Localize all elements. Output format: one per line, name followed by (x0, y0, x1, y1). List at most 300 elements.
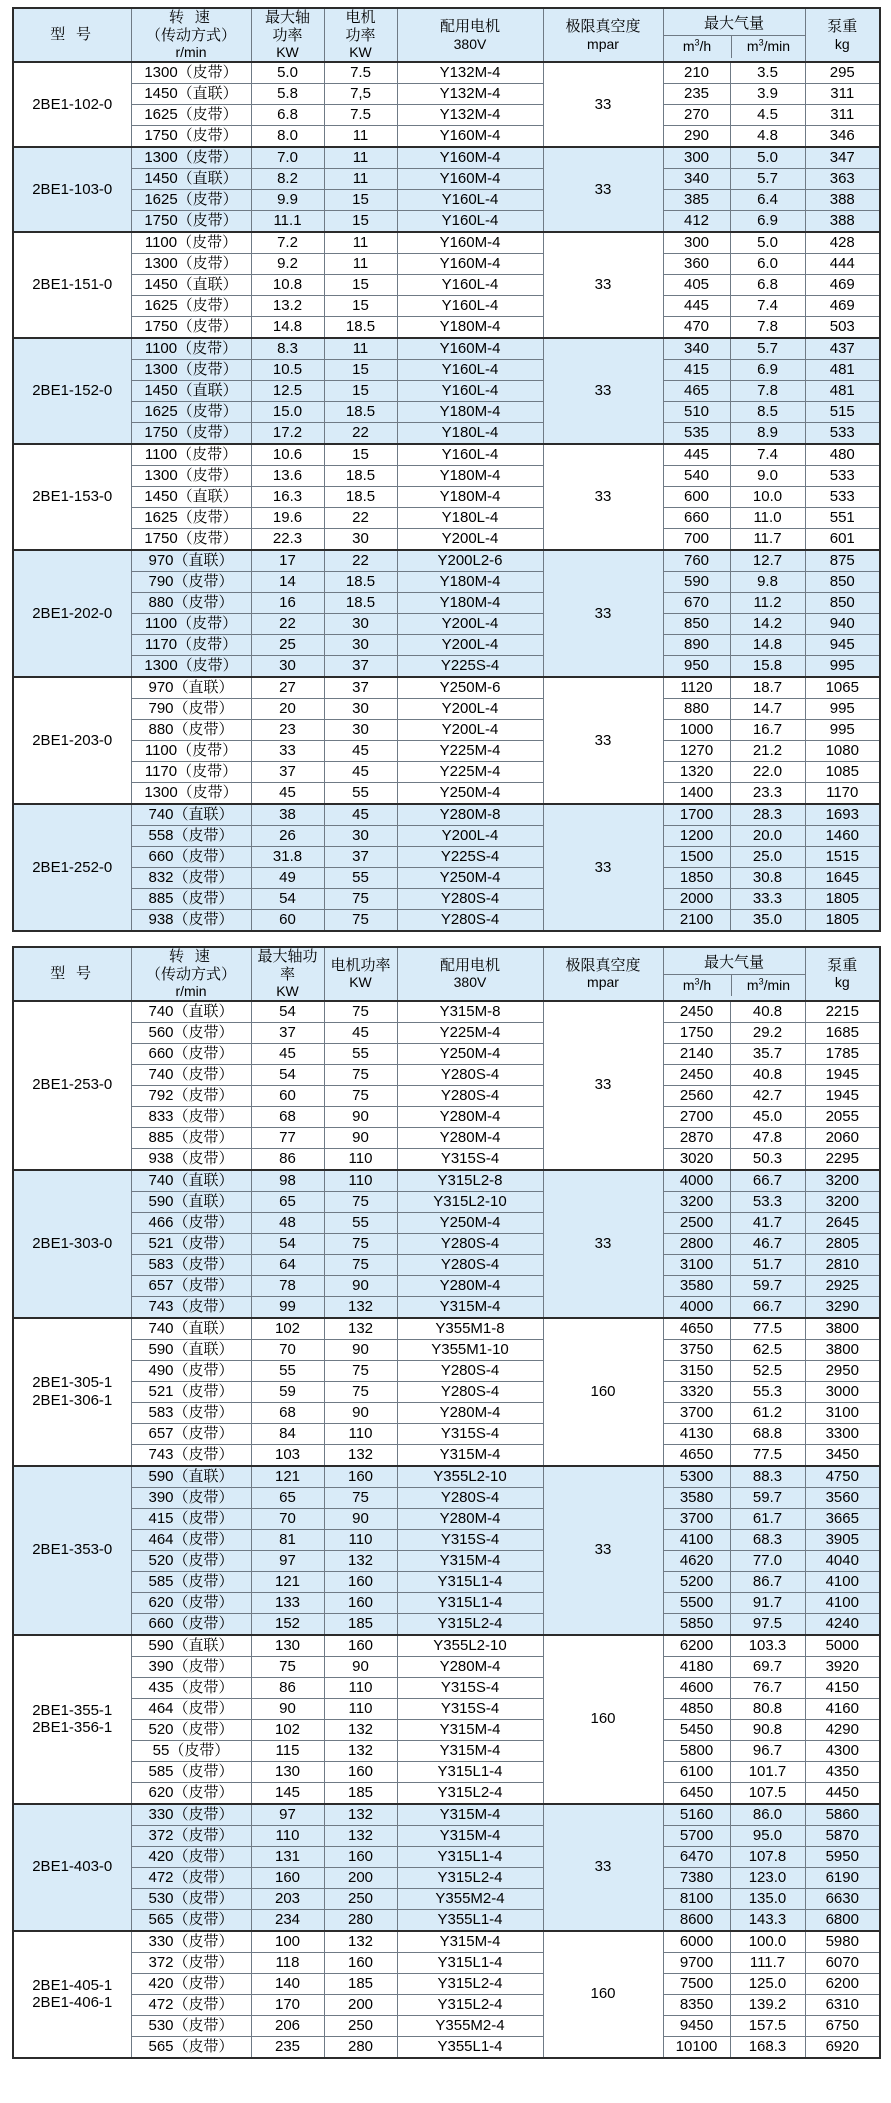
cell-shaft-power: 10.6 (251, 444, 324, 466)
cell-flow-m3h: 8350 (663, 1994, 730, 2015)
table-row (13, 571, 880, 592)
cell-shaft-power: 100 (251, 1931, 324, 1953)
table-row (13, 1254, 880, 1275)
cell-shaft-power: 102 (251, 1719, 324, 1740)
cell-vacuum: 33 (543, 677, 663, 804)
table-row (13, 1085, 880, 1106)
cell-motor-model: Y225S-4 (397, 655, 543, 677)
cell-speed: 740（皮带） (131, 1064, 251, 1085)
cell-shaft-power: 90 (251, 1698, 324, 1719)
cell-flow-m3min: 35.0 (730, 909, 805, 931)
cell-speed: 880（皮带） (131, 719, 251, 740)
cell-shaft-power: 81 (251, 1529, 324, 1550)
cell-shaft-power: 65 (251, 1487, 324, 1508)
cell-motor-model: Y280S-4 (397, 1381, 543, 1402)
cell-motor-power: 250 (324, 2015, 397, 2036)
cell-motor-power: 75 (324, 888, 397, 909)
cell-motor-model: Y160L-4 (397, 210, 543, 232)
model-name: 2BE1-203-0 (32, 731, 113, 749)
table-row (13, 316, 880, 338)
cell-flow-m3h: 950 (663, 655, 730, 677)
cell-speed: 490（皮带） (131, 1360, 251, 1381)
cell-motor-power: 18.5 (324, 486, 397, 507)
cell-shaft-power: 68 (251, 1106, 324, 1127)
col-header-flow (663, 8, 805, 62)
cell-motor-power: 185 (324, 1782, 397, 1804)
table-row (13, 1782, 880, 1804)
cell-speed: 520（皮带） (131, 1719, 251, 1740)
cell-weight: 4450 (805, 1782, 880, 1804)
cell-vacuum: 33 (543, 1170, 663, 1318)
cell-motor-power: 132 (324, 1804, 397, 1826)
col-header-speed: 转 速 （传动方式） r/min (131, 8, 251, 62)
cell-weight: 6200 (805, 1973, 880, 1994)
cell-shaft-power: 25 (251, 634, 324, 655)
cell-flow-m3min: 22.0 (730, 761, 805, 782)
cell-flow-m3h: 1750 (663, 1022, 730, 1043)
cell-motor-model: Y280M-8 (397, 804, 543, 826)
model-name: 2BE1-406-1 (32, 1994, 113, 2012)
cell-motor-power: 110 (324, 1148, 397, 1170)
cell-shaft-power: 203 (251, 1888, 324, 1909)
cell-vacuum: 33 (543, 147, 663, 232)
cell-weight: 3800 (805, 1339, 880, 1360)
cell-flow-m3h: 3700 (663, 1508, 730, 1529)
tables-container (12, 7, 879, 2059)
cell-weight: 2950 (805, 1360, 880, 1381)
cell-flow-m3h: 6450 (663, 1782, 730, 1804)
cell-flow-m3min: 139.2 (730, 1994, 805, 2015)
table-row (13, 719, 880, 740)
cell-speed: 583（皮带） (131, 1402, 251, 1423)
cell-shaft-power: 14 (251, 571, 324, 592)
cell-weight: 5000 (805, 1635, 880, 1657)
cell-shaft-power: 37 (251, 761, 324, 782)
cell-weight: 2060 (805, 1127, 880, 1148)
cell-speed: 1300（皮带） (131, 147, 251, 169)
cell-shaft-power: 10.8 (251, 274, 324, 295)
cell-flow-m3min: 61.2 (730, 1402, 805, 1423)
table-row (13, 1656, 880, 1677)
cell-speed: 1300（皮带） (131, 465, 251, 486)
cell-motor-model: Y200L2-6 (397, 550, 543, 572)
table-row (13, 634, 880, 655)
model-name: 2BE1-405-1 (32, 1976, 113, 1994)
cell-speed: 1450（直联） (131, 168, 251, 189)
cell-motor-power: 110 (324, 1677, 397, 1698)
cell-speed: 657（皮带） (131, 1423, 251, 1444)
cell-weight: 850 (805, 592, 880, 613)
table-row (13, 2036, 880, 2058)
cell-motor-model: Y160M-4 (397, 125, 543, 147)
cell-shaft-power: 9.2 (251, 253, 324, 274)
cell-weight: 1805 (805, 888, 880, 909)
table-row (13, 422, 880, 444)
table-row (13, 1698, 880, 1719)
cell-flow-m3h: 5300 (663, 1466, 730, 1488)
cell-weight: 503 (805, 316, 880, 338)
cell-flow-m3h: 4100 (663, 1529, 730, 1550)
cell-speed: 55（皮带） (131, 1740, 251, 1761)
cell-flow-m3h: 465 (663, 380, 730, 401)
cell-weight: 3920 (805, 1656, 880, 1677)
cell-motor-power: 90 (324, 1402, 397, 1423)
cell-speed: 792（皮带） (131, 1085, 251, 1106)
cell-weight: 6630 (805, 1888, 880, 1909)
cell-motor-power: 110 (324, 1529, 397, 1550)
table-row (13, 189, 880, 210)
cell-weight: 4040 (805, 1550, 880, 1571)
cell-flow-m3min: 95.0 (730, 1825, 805, 1846)
cell-motor-model: Y315S-4 (397, 1677, 543, 1698)
table-row (13, 486, 880, 507)
cell-shaft-power: 103 (251, 1444, 324, 1466)
table-row (13, 550, 880, 572)
cell-flow-m3min: 7.4 (730, 444, 805, 466)
cell-weight: 3200 (805, 1170, 880, 1192)
model-name: 2BE1-355-1 (32, 1701, 113, 1719)
cell-weight: 1645 (805, 867, 880, 888)
cell-speed: 660（皮带） (131, 1043, 251, 1064)
cell-shaft-power: 75 (251, 1656, 324, 1677)
cell-weight: 850 (805, 571, 880, 592)
cell-shaft-power: 8.0 (251, 125, 324, 147)
cell-weight: 1515 (805, 846, 880, 867)
cell-weight: 3560 (805, 1487, 880, 1508)
cell-flow-m3min: 77.5 (730, 1444, 805, 1466)
cell-weight: 1945 (805, 1064, 880, 1085)
table-row (13, 62, 880, 84)
table-row (13, 825, 880, 846)
table-row (13, 359, 880, 380)
cell-motor-power: 11 (324, 147, 397, 169)
col-header-speed: 转 速 （传动方式） r/min (131, 947, 251, 1001)
model-cell (13, 1170, 131, 1318)
model-name: 2BE1-356-1 (32, 1719, 113, 1737)
cell-flow-m3h: 385 (663, 189, 730, 210)
cell-shaft-power: 86 (251, 1677, 324, 1698)
cell-weight: 3665 (805, 1508, 880, 1529)
cell-motor-model: Y160M-4 (397, 253, 543, 274)
cell-speed: 565（皮带） (131, 1909, 251, 1931)
cell-flow-m3min: 52.5 (730, 1360, 805, 1381)
cell-flow-m3min: 55.3 (730, 1381, 805, 1402)
cell-motor-model: Y315L2-4 (397, 1867, 543, 1888)
cell-speed: 880（皮带） (131, 592, 251, 613)
cell-motor-model: Y315L2-8 (397, 1170, 543, 1192)
cell-weight: 1080 (805, 740, 880, 761)
cell-flow-m3h: 8100 (663, 1888, 730, 1909)
table-row (13, 1635, 880, 1657)
table-row (13, 338, 880, 360)
model-cell (13, 62, 131, 147)
cell-flow-m3min: 5.0 (730, 232, 805, 254)
cell-motor-power: 15 (324, 444, 397, 466)
cell-flow-m3min: 69.7 (730, 1656, 805, 1677)
cell-flow-m3min: 11.7 (730, 528, 805, 550)
cell-motor-model: Y355L2-10 (397, 1466, 543, 1488)
cell-weight: 1945 (805, 1085, 880, 1106)
cell-weight: 1805 (805, 909, 880, 931)
cell-motor-model: Y160M-4 (397, 168, 543, 189)
cell-motor-model: Y280M-4 (397, 1106, 543, 1127)
cell-speed: 565（皮带） (131, 2036, 251, 2058)
cell-flow-m3min: 100.0 (730, 1931, 805, 1953)
cell-motor-power: 18.5 (324, 571, 397, 592)
cell-vacuum: 33 (543, 62, 663, 147)
cell-flow-m3min: 3.5 (730, 62, 805, 84)
cell-weight: 311 (805, 83, 880, 104)
cell-weight: 6800 (805, 1909, 880, 1931)
table-row (13, 274, 880, 295)
cell-flow-m3min: 6.9 (730, 210, 805, 232)
cell-flow-m3min: 40.8 (730, 1064, 805, 1085)
cell-motor-model: Y280M-4 (397, 1656, 543, 1677)
table-row (13, 1233, 880, 1254)
cell-shaft-power: 140 (251, 1973, 324, 1994)
cell-flow-m3h: 3100 (663, 1254, 730, 1275)
cell-speed: 938（皮带） (131, 909, 251, 931)
model-name: 2BE1-303-0 (32, 1234, 113, 1252)
specification-table (12, 7, 881, 932)
table-row (13, 677, 880, 699)
cell-motor-power: 132 (324, 1318, 397, 1340)
cell-speed: 590（直联） (131, 1635, 251, 1657)
cell-flow-m3h: 1120 (663, 677, 730, 699)
model-cell (13, 1635, 131, 1804)
cell-motor-power: 75 (324, 1233, 397, 1254)
cell-motor-power: 75 (324, 1085, 397, 1106)
model-cell (13, 1931, 131, 2058)
cell-flow-m3min: 14.2 (730, 613, 805, 634)
cell-speed: 558（皮带） (131, 825, 251, 846)
cell-flow-m3h: 5850 (663, 1613, 730, 1635)
model-name: 2BE1-102-0 (32, 95, 113, 113)
model-cell (13, 1318, 131, 1466)
cell-motor-power: 90 (324, 1508, 397, 1529)
cell-flow-m3h: 2140 (663, 1043, 730, 1064)
cell-speed: 435（皮带） (131, 1677, 251, 1698)
cell-flow-m3h: 3750 (663, 1339, 730, 1360)
cell-vacuum: 160 (543, 1931, 663, 2058)
cell-vacuum: 33 (543, 232, 663, 338)
cell-vacuum: 33 (543, 444, 663, 550)
cell-speed: 585（皮带） (131, 1571, 251, 1592)
cell-shaft-power: 16 (251, 592, 324, 613)
cell-flow-m3h: 4000 (663, 1296, 730, 1318)
cell-shaft-power: 60 (251, 1085, 324, 1106)
model-name: 2BE1-103-0 (32, 180, 113, 198)
cell-flow-m3min: 91.7 (730, 1592, 805, 1613)
cell-speed: 1450（直联） (131, 274, 251, 295)
cell-flow-m3h: 2000 (663, 888, 730, 909)
cell-motor-model: Y180L-4 (397, 507, 543, 528)
cell-flow-m3min: 66.7 (730, 1170, 805, 1192)
cell-speed: 620（皮带） (131, 1782, 251, 1804)
cell-motor-model: Y180M-4 (397, 401, 543, 422)
table-row (13, 740, 880, 761)
flow-unit-m3min: $m^3/\min$ (746, 976, 791, 993)
cell-speed: 743（皮带） (131, 1296, 251, 1318)
table-row (13, 1064, 880, 1085)
cell-weight: 2810 (805, 1254, 880, 1275)
cell-flow-m3h: 890 (663, 634, 730, 655)
cell-shaft-power: 9.9 (251, 189, 324, 210)
cell-flow-m3h: 2700 (663, 1106, 730, 1127)
cell-motor-power: 18.5 (324, 316, 397, 338)
cell-speed: 657（皮带） (131, 1275, 251, 1296)
cell-shaft-power: 12.5 (251, 380, 324, 401)
cell-motor-power: 55 (324, 867, 397, 888)
table-row (13, 1381, 880, 1402)
cell-weight: 2055 (805, 1106, 880, 1127)
cell-flow-m3min: 6.8 (730, 274, 805, 295)
cell-motor-model: Y200L-4 (397, 825, 543, 846)
cell-motor-model: Y180M-4 (397, 316, 543, 338)
cell-weight: 363 (805, 168, 880, 189)
cell-shaft-power: 115 (251, 1740, 324, 1761)
cell-motor-power: 18.5 (324, 592, 397, 613)
cell-speed: 1170（皮带） (131, 761, 251, 782)
cell-flow-m3h: 4000 (663, 1170, 730, 1192)
cell-speed: 938（皮带） (131, 1148, 251, 1170)
cell-vacuum: 33 (543, 550, 663, 677)
model-cell (13, 1466, 131, 1635)
cell-motor-power: 15 (324, 189, 397, 210)
cell-speed: 530（皮带） (131, 2015, 251, 2036)
cell-shaft-power: 54 (251, 1064, 324, 1085)
cell-flow-m3min: 80.8 (730, 1698, 805, 1719)
model-name: 2BE1-153-0 (32, 488, 113, 506)
cell-flow-m3min: 10.0 (730, 486, 805, 507)
cell-motor-model: Y315L2-10 (397, 1191, 543, 1212)
cell-flow-m3min: 51.7 (730, 1254, 805, 1275)
cell-motor-power: 55 (324, 782, 397, 804)
table-row (13, 804, 880, 826)
cell-flow-m3min: 96.7 (730, 1740, 805, 1761)
cell-motor-model: Y160L-4 (397, 359, 543, 380)
cell-flow-m3h: 2800 (663, 1233, 730, 1254)
cell-flow-m3h: 4130 (663, 1423, 730, 1444)
cell-flow-m3min: 16.7 (730, 719, 805, 740)
cell-motor-model: Y250M-6 (397, 677, 543, 699)
cell-shaft-power: 152 (251, 1613, 324, 1635)
cell-flow-m3h: 3700 (663, 1402, 730, 1423)
cell-motor-model: Y315M-4 (397, 1804, 543, 1826)
cell-flow-m3min: 47.8 (730, 1127, 805, 1148)
cell-flow-m3min: 6.4 (730, 189, 805, 210)
cell-speed: 660（皮带） (131, 1613, 251, 1635)
cell-motor-power: 75 (324, 1381, 397, 1402)
cell-weight: 995 (805, 698, 880, 719)
cell-motor-model: Y315M-4 (397, 1444, 543, 1466)
model-cell (13, 804, 131, 931)
cell-flow-m3h: 6100 (663, 1761, 730, 1782)
cell-weight: 1170 (805, 782, 880, 804)
cell-motor-model: Y315L1-4 (397, 1571, 543, 1592)
cell-flow-m3h: 5700 (663, 1825, 730, 1846)
cell-motor-model: Y315L1-4 (397, 1592, 543, 1613)
cell-flow-m3h: 7380 (663, 1867, 730, 1888)
cell-weight: 1085 (805, 761, 880, 782)
cell-flow-m3h: 9450 (663, 2015, 730, 2036)
cell-flow-m3min: 168.3 (730, 2036, 805, 2058)
cell-flow-m3min: 50.3 (730, 1148, 805, 1170)
cell-flow-m3min: 90.8 (730, 1719, 805, 1740)
cell-motor-model: Y355M1-8 (397, 1318, 543, 1340)
cell-flow-m3min: 111.7 (730, 1952, 805, 1973)
model-name: 2BE1-306-1 (32, 1391, 113, 1409)
cell-flow-m3min: 88.3 (730, 1466, 805, 1488)
table-row (13, 147, 880, 169)
cell-shaft-power: 14.8 (251, 316, 324, 338)
cell-shaft-power: 130 (251, 1761, 324, 1782)
cell-weight: 2925 (805, 1275, 880, 1296)
cell-motor-model: Y315S-4 (397, 1148, 543, 1170)
cell-speed: 464（皮带） (131, 1698, 251, 1719)
cell-shaft-power: 23 (251, 719, 324, 740)
cell-vacuum: 33 (543, 338, 663, 444)
cell-shaft-power: 206 (251, 2015, 324, 2036)
cell-speed: 1750（皮带） (131, 316, 251, 338)
cell-shaft-power: 17 (251, 550, 324, 572)
cell-shaft-power: 38 (251, 804, 324, 826)
cell-motor-model: Y280S-4 (397, 1064, 543, 1085)
table-row (13, 1339, 880, 1360)
cell-speed: 472（皮带） (131, 1867, 251, 1888)
cell-speed: 372（皮带） (131, 1825, 251, 1846)
cell-flow-m3h: 1500 (663, 846, 730, 867)
cell-motor-power: 18.5 (324, 401, 397, 422)
cell-motor-power: 160 (324, 1571, 397, 1592)
cell-shaft-power: 31.8 (251, 846, 324, 867)
cell-flow-m3min: 68.8 (730, 1423, 805, 1444)
header-row (13, 8, 880, 62)
table-row (13, 655, 880, 677)
cell-flow-m3h: 3320 (663, 1381, 730, 1402)
cell-shaft-power: 13.2 (251, 295, 324, 316)
table-row (13, 698, 880, 719)
cell-shaft-power: 145 (251, 1782, 324, 1804)
cell-flow-m3min: 4.8 (730, 125, 805, 147)
cell-flow-m3h: 1200 (663, 825, 730, 846)
cell-motor-power: 11 (324, 125, 397, 147)
cell-flow-m3h: 2560 (663, 1085, 730, 1106)
cell-motor-model: Y160L-4 (397, 444, 543, 466)
cell-motor-power: 30 (324, 698, 397, 719)
cell-shaft-power: 121 (251, 1571, 324, 1592)
cell-speed: 660（皮带） (131, 846, 251, 867)
cell-motor-power: 30 (324, 719, 397, 740)
cell-flow-m3min: 107.5 (730, 1782, 805, 1804)
cell-flow-m3h: 2500 (663, 1212, 730, 1233)
table-row (13, 782, 880, 804)
cell-motor-power: 22 (324, 422, 397, 444)
table-row (13, 1444, 880, 1466)
cell-flow-m3min: 62.5 (730, 1339, 805, 1360)
cell-shaft-power: 45 (251, 1043, 324, 1064)
cell-flow-m3min: 23.3 (730, 782, 805, 804)
cell-motor-power: 75 (324, 1254, 397, 1275)
cell-shaft-power: 27 (251, 677, 324, 699)
cell-flow-m3h: 670 (663, 592, 730, 613)
cell-flow-m3min: 66.7 (730, 1296, 805, 1318)
cell-weight: 1685 (805, 1022, 880, 1043)
cell-shaft-power: 54 (251, 1233, 324, 1254)
cell-flow-m3min: 5.7 (730, 338, 805, 360)
model-cell (13, 677, 131, 804)
cell-shaft-power: 5.0 (251, 62, 324, 84)
